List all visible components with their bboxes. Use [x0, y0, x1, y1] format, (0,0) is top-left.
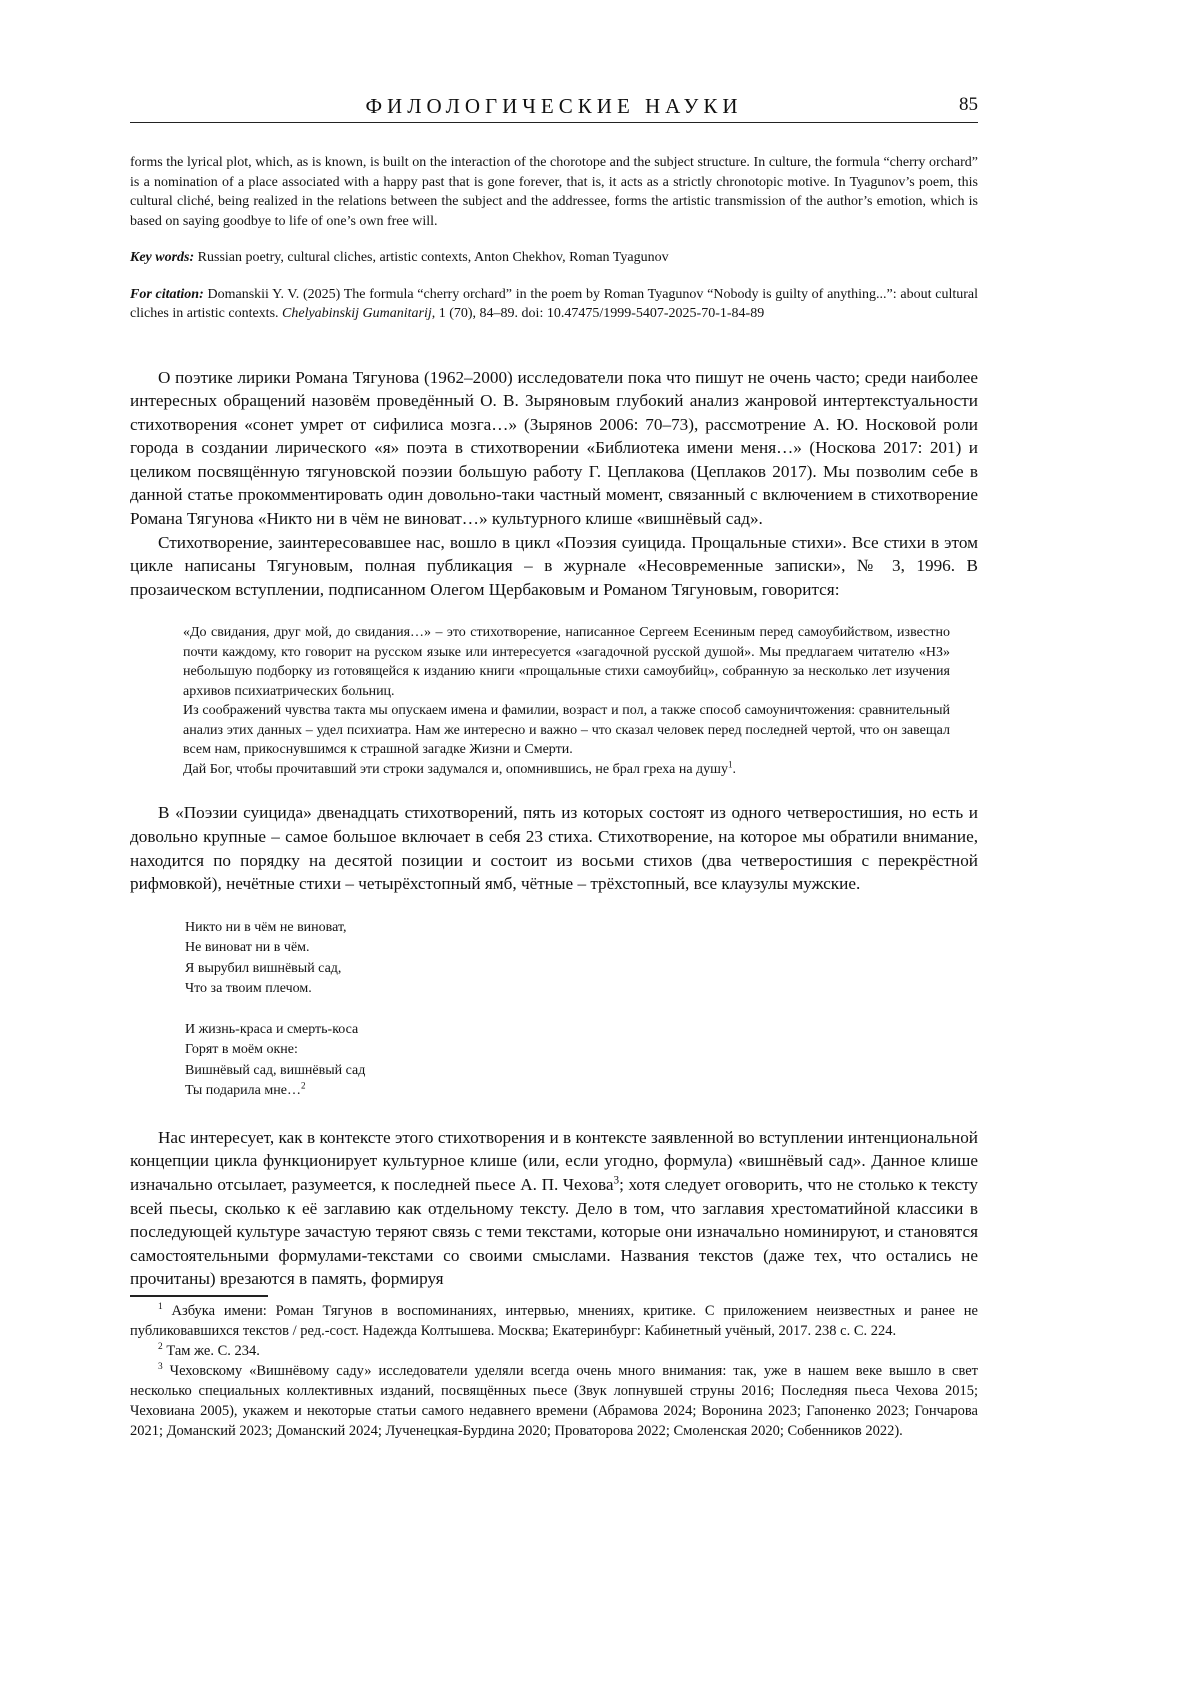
- poem-line: [185, 1081, 978, 1102]
- keywords-label: Key words:: [130, 250, 194, 265]
- paragraph-2: Стихотворение, заинтересовавшее нас, вошло в цикл «Поэзия суицида. Прощальные стихи». Все стихи в этом цикле написаны Тягуновым, полная публикация – в журнале «Несовременные записки», № 3, 1996. В прозаическом вступлении, подписанном Олегом Щербаковым и Романом Тягуновым, говорится:: [130, 531, 978, 602]
- citation-journal: Chelyabinskij Gumanitarij: [282, 306, 432, 321]
- paragraph-4-text: ; хотя следует оговорить, что не столько к тексту всей пьесы, сколько к её заглавию как отдельному тексту. Дело в том, что заглавия хрестоматийной классики в последующей культуре зачастую теряют связь с теми текстами, которые они изначально номинируют, и становятся самостоятельными формулами-текстами со своими смыслами. Названия текстов (даже тех, что остались не прочитаны) врезаются в память, формируя: [130, 1175, 978, 1288]
- paragraph-3: В «Поэзии суицида» двенадцать стихотворений, пять из которых состоят из одного четверостишия, но есть и довольно крупные – самое большое включает в себя 23 стиха. Стихотворение, на которое мы обратили внимание, находится по порядку на десятой позиции и состоит из восьми стихов (два четверостишия с перекрёстной рифмовкой), нечётные стихи – четырёхстопный ямб, чётные – трёхстопный, все клаузулы мужские.: [130, 801, 978, 895]
- footnote-2: [130, 1341, 978, 1361]
- abstract-text: forms the lyrical plot, which, as is known, is built on the interaction of the chorotope and the subject structure. In culture, the formula “cherry orchard” is a nomination of a place associated with a happy past that is gone forever, that is, it acts as a strictly chronotopic motive. In Tyagunov’s poem, this cultural cliché, being realized in the relations between the subject and the addressee, forms the artistic transmission of the author’s emotion, which is based on saying goodbye to life of one’s own free will.: [130, 153, 978, 231]
- poem-line: Никто ни в чём не виноват,: [185, 918, 978, 939]
- quote-text: Дай Бог, чтобы прочитавший эти строки задумался и, опомнившись, не брал греха на душу: [183, 762, 728, 777]
- footnote-text: Чеховскому «Вишнёвому саду» исследователи уделяли всегда очень много внимания: так, уже в нашем веке вышло в свет несколько специальных коллективных изданий, посвящённых пьесе (Звук лопнувшей струны 2016; Последняя пьеса Чехова 2015; Чеховиана 2005), укажем и некоторые статьи самого недавнего времени (Абрамова 2024; Воронина 2023; Гапоненко 2023; Гончарова 2021; Доманский 2023; Доманский 2024; Лученецкая-Бурдина 2020; Проваторова 2022; Смоленская 2020; Собенников 2022).: [130, 1363, 978, 1439]
- quote-paragraph: «До свидания, друг мой, до свидания…» – это стихотворение, написанное Сергеем Есениным перед самоубийством, известно почти каждому, кто говорит на русском языке или интересуется «загадочной русской душой». Мы предлагаем читателю «НЗ» небольшую подборку из готовящейся к изданию книги «прощальные стихи самоубийц», собранную за несколько лет изучения архивов психиатрических больниц.: [183, 623, 950, 701]
- footnote-3: [130, 1361, 978, 1441]
- poem-line: И жизнь-краса и смерть-коса: [185, 1020, 978, 1041]
- footnote-text: Азбука имени: Роман Тягунов в воспоминаниях, интервью, мнениях, критике. С приложением неизвестных и ранее не публиковавшихся текстов / ред.-сост. Надежда Колтышева. Москва; Екатеринбург: Кабинетный учёный, 2017. 238 с. С. 224.: [130, 1303, 978, 1339]
- citation-tail: , 1 (70), 84–89. doi: 10.47475/1999-5407-2025-70-1-84-89: [432, 306, 764, 321]
- paragraph-1: О поэтике лирики Романа Тягунова (1962–2000) исследователи пока что пишут не очень часто; среди наиболее интересных обращений назовём проведённый О. В. Зыряновым глубокий анализ жанровой интертекстуальности стихотворения «сонет умрет от сифилиса мозга…» (Зырянов 2006: 70–73), рассмотрение А. Ю. Носковой роли города в создании лирического «я» поэта в стихотворении «Библиотека имени меня…» (Носкова 2017: 201) и целиком посвящённую тягуновской поэзии большую работу Г. Цеплакова (Цеплаков 2017). Мы позволим себе в данной статье прокомментировать один довольно-таки частный момент, связанный с включением в стихотворение Романа Тягунова «Никто ни в чём не виноват…» культурного клише «вишнёвый сад».: [130, 366, 978, 531]
- block-quote: [183, 623, 950, 779]
- body-section-2: [130, 801, 978, 895]
- footnote-text: Там же. С. 234.: [163, 1343, 260, 1359]
- poem-line: Что за твоим плечом.: [185, 979, 978, 1000]
- citation: [130, 285, 978, 324]
- body-section-3: [130, 1126, 978, 1291]
- citation-label: For citation:: [130, 287, 204, 302]
- section-title: ФИЛОЛОГИЧЕСКИЕ НАУКИ: [130, 94, 978, 119]
- footnotes: [130, 1301, 978, 1441]
- footnote-separator: [130, 1295, 268, 1297]
- keywords-text: Russian poetry, cultural cliches, artistic contexts, Anton Chekhov, Roman Tyagunov: [194, 250, 668, 265]
- footnote-number: 1: [158, 1302, 163, 1312]
- footnote-ref[interactable]: 2: [301, 1081, 306, 1091]
- poem-line: Горят в моём окне:: [185, 1040, 978, 1061]
- page: [130, 0, 978, 1441]
- quote-paragraph: Из соображений чувства такта мы опускаем имена и фамилии, возраст и пол, а также способ самоуничтожения: сравнительный анализ этих данных – удел психиатра. Нам же интересно и важно – что сказал человек перед последней чертой, что он завещал всем нам, прикоснувшимся к страшной загадке Жизни и Смерти.: [183, 701, 950, 760]
- poem-line: Вишнёвый сад, вишнёвый сад: [185, 1061, 978, 1082]
- poem-line-text: Ты подарила мне…: [185, 1083, 301, 1098]
- quote-paragraph: Дай Бог, чтобы прочитавший эти строки задумался и, опомнившись, не брал греха на душу1.: [183, 760, 950, 780]
- footnote-ref[interactable]: 1: [728, 759, 733, 769]
- footnote-number: 2: [158, 1342, 163, 1352]
- paragraph-4: [130, 1126, 978, 1291]
- footnote-1: [130, 1301, 978, 1341]
- running-header: [130, 92, 978, 123]
- poem-line: Не виноват ни в чём.: [185, 938, 978, 959]
- keywords: [130, 248, 978, 268]
- body-section-1: [130, 366, 978, 602]
- footnote-ref[interactable]: 3: [614, 1174, 620, 1186]
- page-number: 85: [959, 94, 978, 116]
- poem-line: Я вырубил вишнёвый сад,: [185, 959, 978, 980]
- footnote-number: 3: [158, 1362, 163, 1372]
- citation-text: Domanskii Y. V. (2025) The formula “cherry orchard” in the poem by Roman Tyagunov “Nobody is guilty of anything...”: about cultural cliches in artistic contexts.: [130, 287, 978, 322]
- poem: [185, 918, 978, 1102]
- paragraph-4-text: Нас интересует, как в контексте этого стихотворения и в контексте заявленной во вступлении интенциональной концепции цикла функционирует культурное клише (или, если угодно, формула) «вишнёвый сад». Данное клише изначально отсылает, разумеется, к последней пьесе А. П. Чехова: [130, 1128, 978, 1194]
